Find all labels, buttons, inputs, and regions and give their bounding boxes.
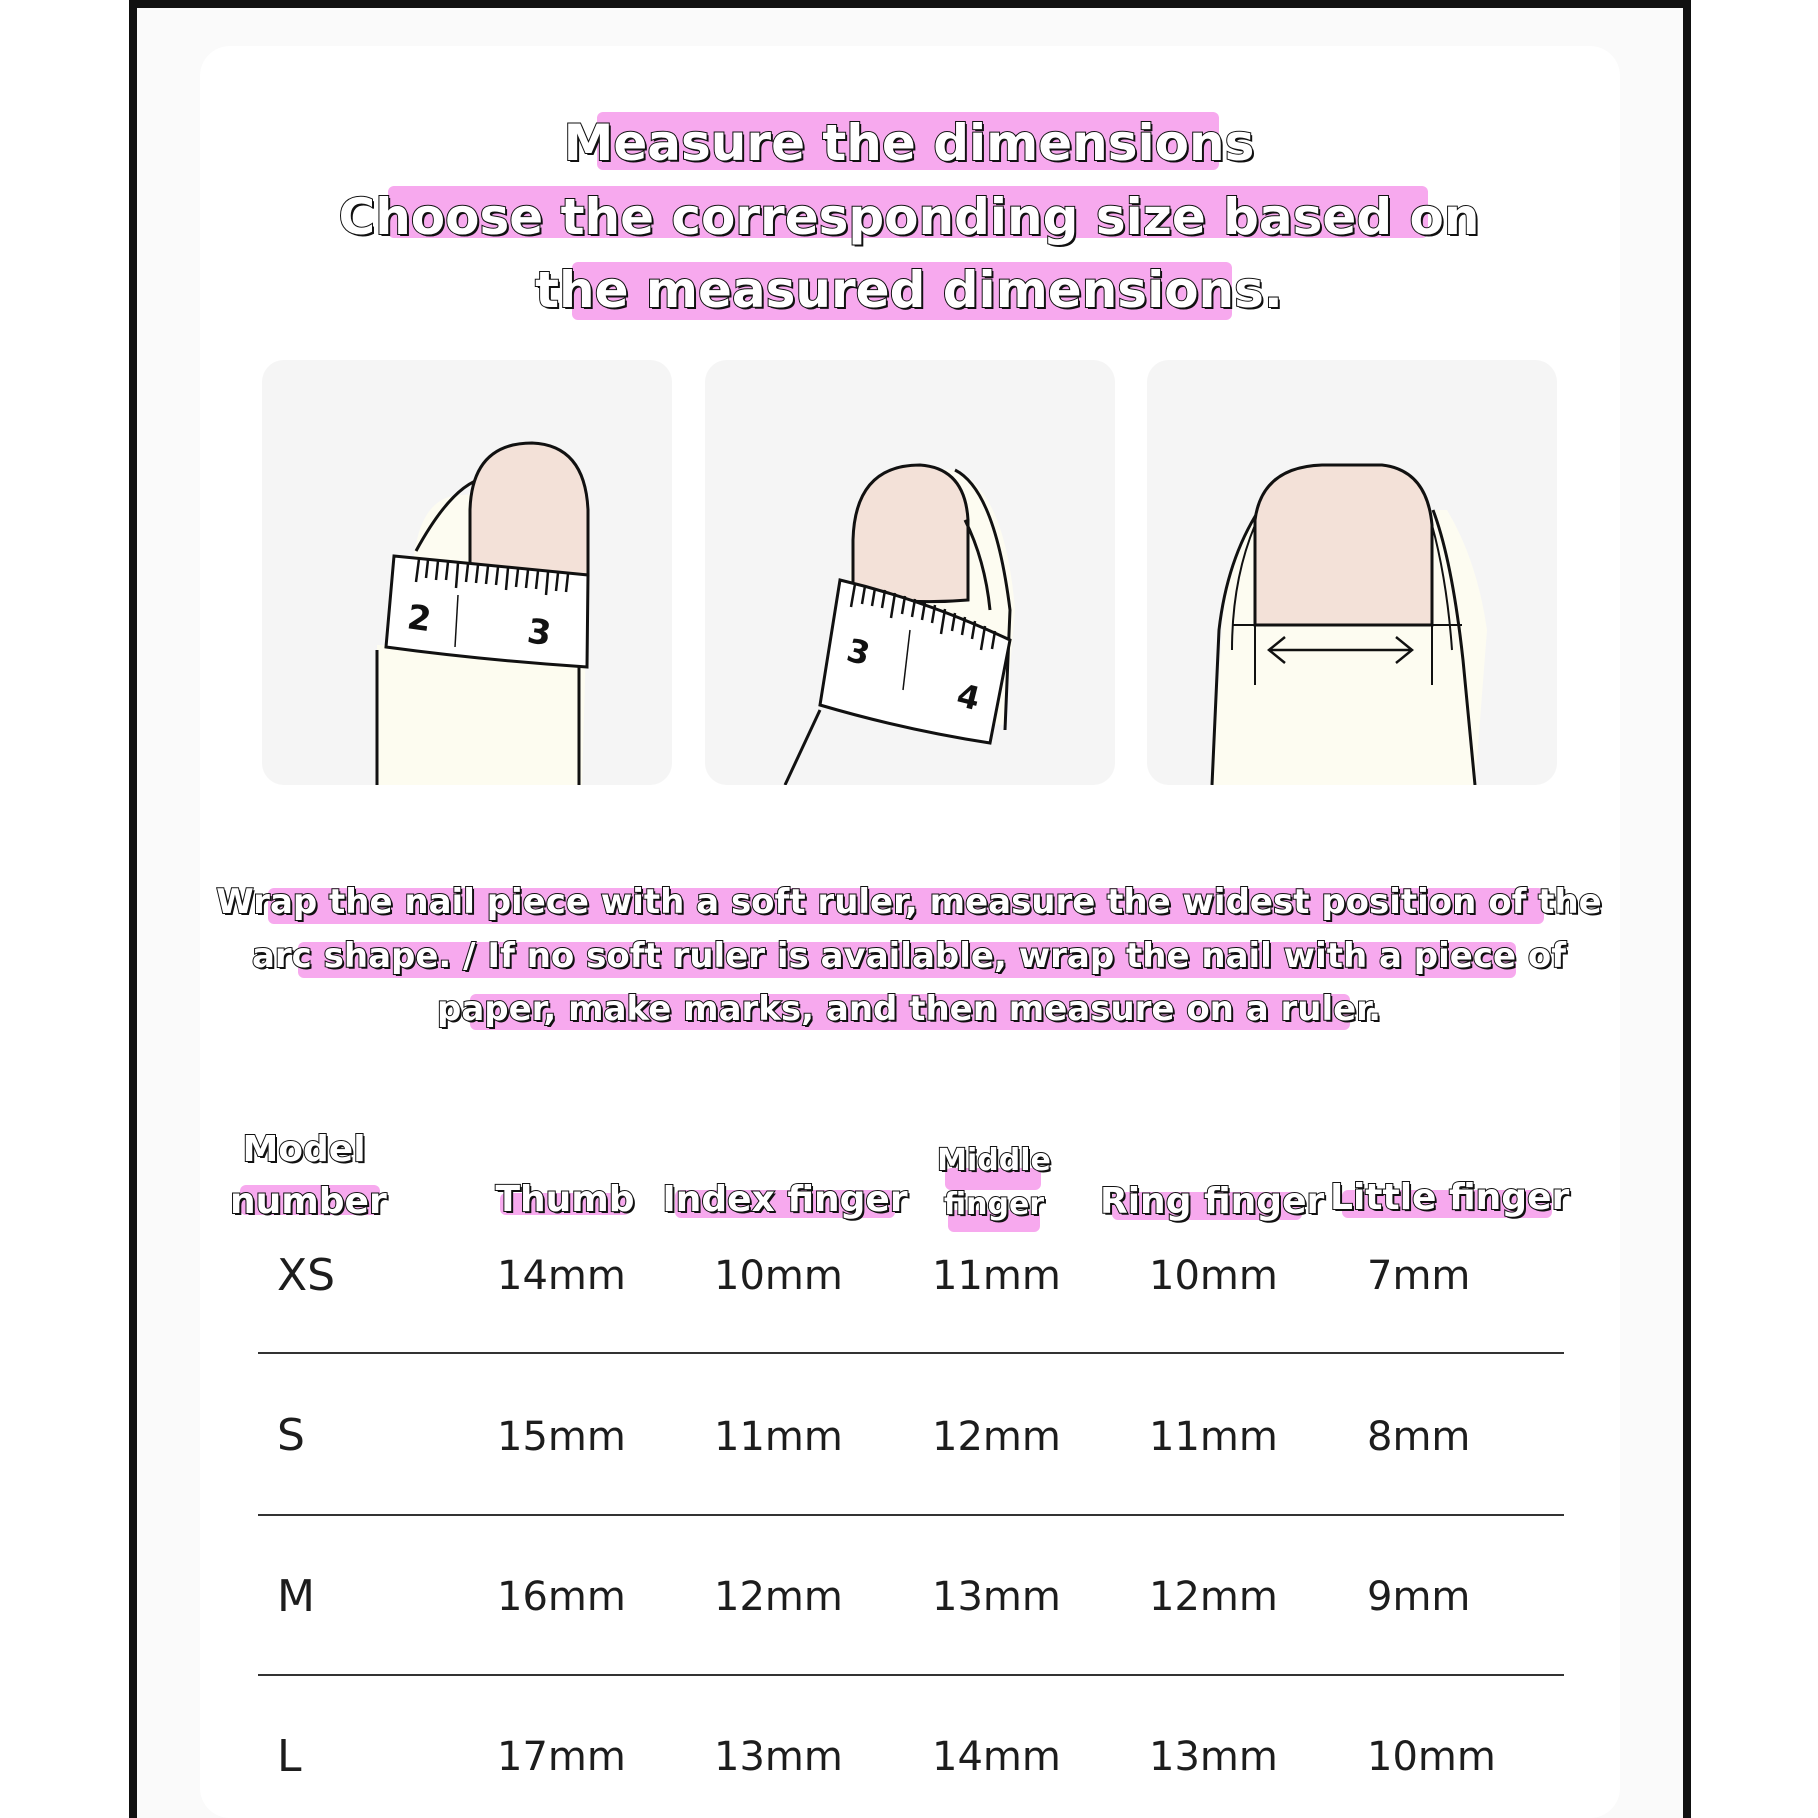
row-divider <box>258 1514 1564 1516</box>
little-value: 9mm <box>1367 1574 1471 1620</box>
index-value: 12mm <box>714 1574 843 1620</box>
index-value: 10mm <box>714 1253 843 1299</box>
thumb-value: 14mm <box>497 1253 626 1299</box>
instruction-line-2: arc shape. / If no soft ruler is available, wrap the nail with a piece of <box>251 936 1567 976</box>
ring-value: 11mm <box>1149 1414 1278 1460</box>
middle-value: 12mm <box>932 1414 1061 1460</box>
thumb-value: 16mm <box>497 1574 626 1620</box>
heading-line-1: Measure the dimensions <box>563 114 1255 172</box>
middle-value: 14mm <box>932 1734 1061 1780</box>
header-middle-finger-line-2: finger <box>943 1187 1045 1222</box>
ruler-number: 3 <box>843 630 874 674</box>
index-value: 13mm <box>714 1734 843 1780</box>
row-divider <box>258 1352 1564 1354</box>
header-model-line-2: number <box>230 1181 387 1222</box>
little-value: 8mm <box>1367 1414 1471 1460</box>
ring-value: 10mm <box>1149 1253 1278 1299</box>
ruler-number: 2 <box>404 597 434 641</box>
size-label: S <box>277 1410 305 1461</box>
index-value: 11mm <box>714 1414 843 1460</box>
instruction-line-3: paper, make marks, and then measure on a ruler. <box>436 989 1382 1029</box>
header-ring-finger: Ring finger <box>1100 1181 1325 1222</box>
header-little-finger: Little finger <box>1330 1177 1570 1218</box>
heading-line-2: Choose the corresponding size based on <box>338 188 1480 246</box>
row-divider <box>258 1674 1564 1676</box>
thumb-ruler-illustration <box>262 360 672 785</box>
nail-width-arrow-illustration <box>1147 360 1557 785</box>
ring-value: 13mm <box>1149 1734 1278 1780</box>
header-thumb: Thumb <box>495 1179 635 1220</box>
ruler-number: 3 <box>524 611 554 655</box>
header-middle-finger-line-1: Middle <box>937 1143 1051 1178</box>
size-label: L <box>277 1731 302 1782</box>
finger-ruler-angled-illustration <box>705 360 1115 785</box>
little-value: 7mm <box>1367 1253 1471 1299</box>
ruler-number: 4 <box>953 675 984 719</box>
thumb-value: 17mm <box>497 1734 626 1780</box>
middle-value: 11mm <box>932 1253 1061 1299</box>
thumb-value: 15mm <box>497 1414 626 1460</box>
header-index-finger: Index finger <box>662 1179 908 1220</box>
size-label: M <box>277 1571 315 1622</box>
instruction-line-1: Wrap the nail piece with a soft ruler, measure the widest position of the <box>216 882 1602 922</box>
size-label: XS <box>277 1250 336 1301</box>
ring-value: 12mm <box>1149 1574 1278 1620</box>
little-value: 10mm <box>1367 1734 1496 1780</box>
middle-value: 13mm <box>932 1574 1061 1620</box>
header-model-line-1: Model <box>242 1129 366 1170</box>
heading-line-3: the measured dimensions. <box>535 261 1283 319</box>
